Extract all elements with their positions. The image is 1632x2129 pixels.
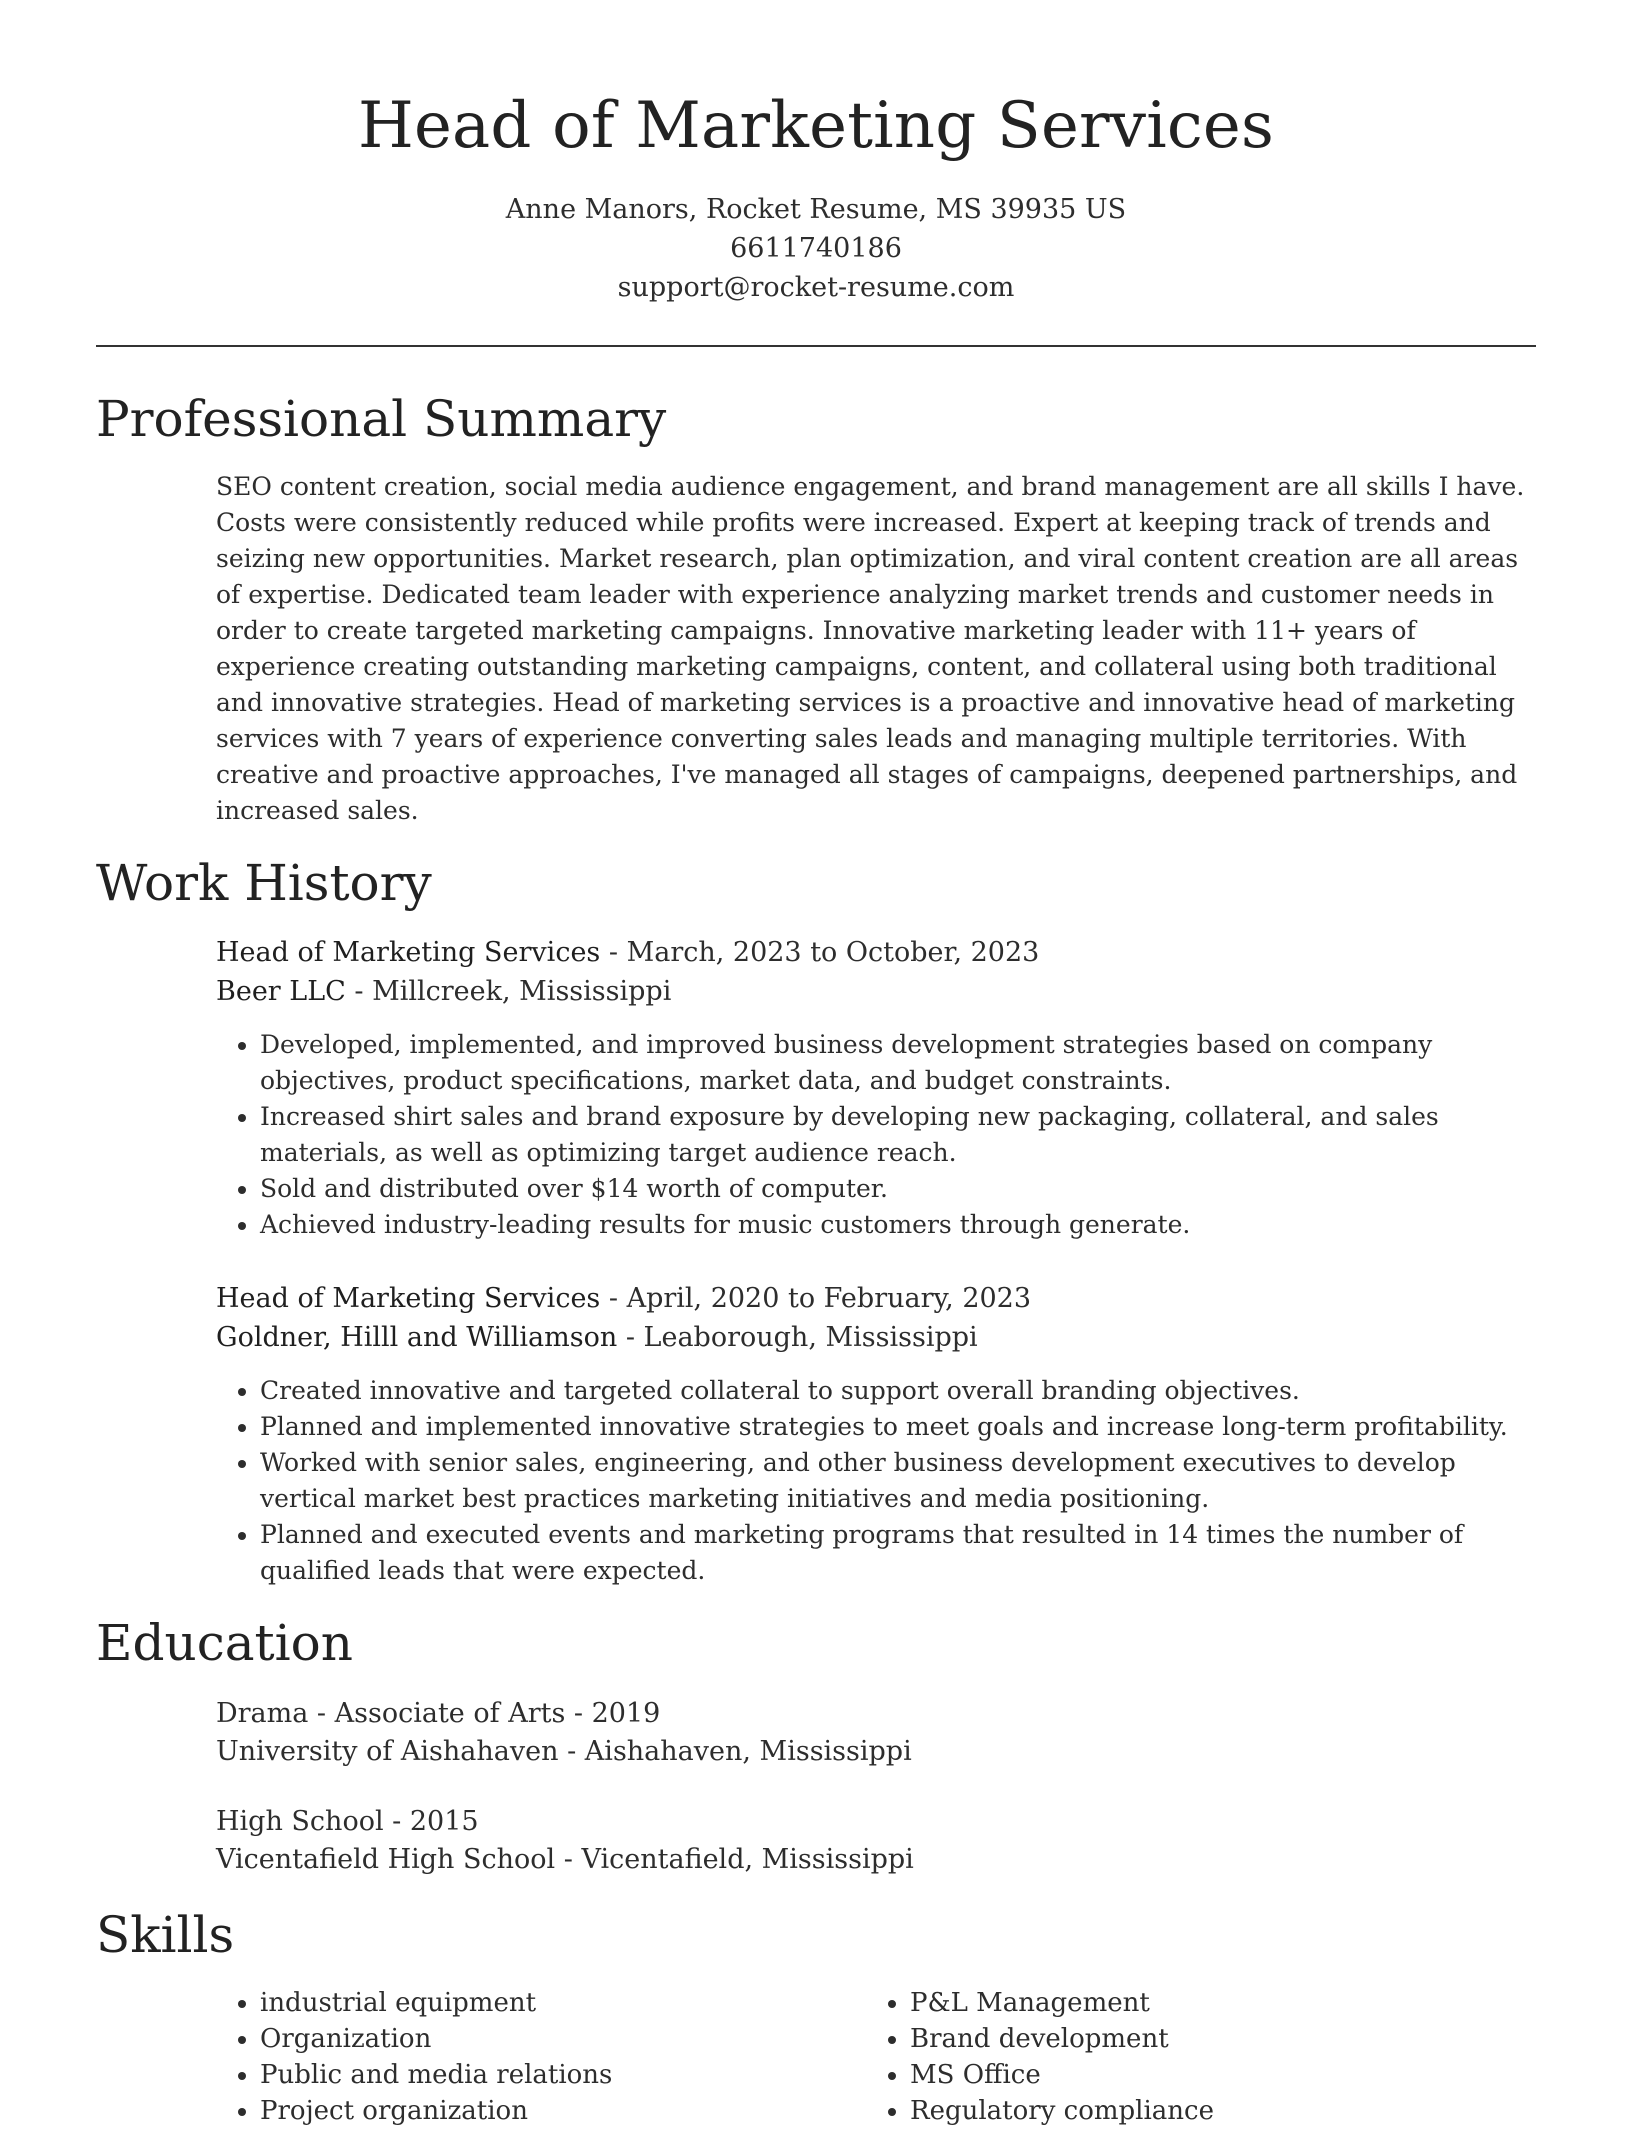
job-company: Beer LLC	[216, 976, 346, 1007]
skill-item: • Regulatory compliance	[910, 2093, 1516, 2129]
section-heading-summary: Professional Summary	[96, 390, 667, 448]
skill-item: • MS Office	[910, 2057, 1516, 2093]
job-title-line	[216, 933, 1536, 972]
skills-grid	[216, 1985, 1536, 2129]
education-degree: Drama - Associate of Arts	[216, 1698, 566, 1729]
education-location: - Aishahaven, Mississippi	[558, 1736, 912, 1767]
education-entry	[216, 1695, 1536, 1771]
skills-body	[216, 1985, 1536, 2129]
job-bullet: • Achieved industry-leading results for music customers through generate.	[260, 1207, 1536, 1243]
job-entry	[216, 1279, 1536, 1589]
contact-address: Anne Manors, Rocket Resume, MS 39935 US	[505, 194, 1127, 225]
job-location: - Millcreek, Mississippi	[345, 976, 672, 1007]
education-degree-line	[216, 1803, 1536, 1841]
job-bullet: • Developed, implemented, and improved business development strategies based on company objectives, product specifications, market data, and budget constraints.	[260, 1027, 1536, 1099]
skills-list	[216, 1985, 866, 2129]
job-entry	[216, 933, 1536, 1243]
section-heading-education: Education	[96, 1614, 353, 1672]
header-divider	[96, 345, 1536, 347]
job-bullet: • Created innovative and targeted collateral to support overall branding objectives.	[260, 1373, 1536, 1409]
job-company-line	[216, 1318, 1536, 1357]
skill-item: • P&L Management	[910, 1985, 1516, 2021]
job-location: - Leaborough, Mississippi	[617, 1322, 978, 1353]
skill-item: • Brand development	[910, 2021, 1516, 2057]
education-entry	[216, 1803, 1536, 1879]
work-body	[216, 933, 1536, 1589]
education-year: - 2019	[565, 1698, 661, 1729]
job-bullet: • Planned and executed events and marketing programs that resulted in 14 times the number of qualified leads that were expected.	[260, 1517, 1536, 1589]
job-bullets	[216, 1373, 1536, 1589]
resume-title: Head of Marketing Services	[357, 89, 1275, 163]
resume-header	[96, 0, 1536, 307]
education-year: - 2015	[383, 1806, 479, 1837]
education-school: Vicentafield High School	[216, 1844, 556, 1875]
skills-list	[866, 1985, 1516, 2129]
education-school-line	[216, 1841, 1536, 1879]
skills-column-right	[866, 1985, 1516, 2129]
education-degree: High School	[216, 1806, 384, 1837]
skill-item: • Project organization	[260, 2093, 866, 2129]
job-company-line	[216, 972, 1536, 1011]
contact-block	[96, 190, 1536, 307]
skill-item: • Public and media relations	[260, 2057, 866, 2093]
job-dates: - March, 2023 to October, 2023	[600, 937, 1040, 968]
education-body	[216, 1695, 1536, 1879]
job-dates: - April, 2020 to February, 2023	[600, 1283, 1032, 1314]
job-title: Head of Marketing Services	[216, 937, 601, 968]
education-school: University of Aishahaven	[216, 1736, 559, 1767]
section-work-history	[96, 851, 1536, 1589]
job-title-line	[216, 1279, 1536, 1318]
summary-text: SEO content creation, social media audience engagement, and brand management are all skills I have. Costs were consistently reduced while profits were increased. Expert at keeping track of trends and seizing new opportunities. Market research, plan optimization, and viral content creation are all areas of expertise. Dedicated team leader with experience analyzing market trends and customer needs in order to create targeted marketing campaigns. Innovative marketing leader with 11+ years of experience creating outstanding marketing campaigns, content, and collateral using both traditional and innovative strategies. Head of marketing services is a proactive and innovative head of marketing services with 7 years of experience converting sales leads and managing multiple territories. With creative and proactive approaches, I've managed all stages of campaigns, deepened partnerships, and increased sales.	[216, 472, 1525, 825]
skill-item: • Organization	[260, 2021, 866, 2057]
section-heading-work: Work History	[96, 854, 432, 912]
contact-email: support@rocket-resume.com	[617, 272, 1015, 303]
job-bullet: • Increased shirt sales and brand exposure by developing new packaging, collateral, and sales materials, as well as optimizing target audience reach.	[260, 1099, 1536, 1171]
resume-page	[96, 0, 1536, 2129]
section-heading-skills: Skills	[96, 1906, 235, 1964]
education-degree-line	[216, 1695, 1536, 1733]
section-education	[96, 1611, 1536, 1879]
job-bullet: • Worked with senior sales, engineering, and other business development executives to develop vertical market best practices marketing initiatives and media positioning.	[260, 1445, 1536, 1517]
contact-phone: 6611740186	[730, 233, 902, 264]
job-bullet: • Planned and implemented innovative strategies to meet goals and increase long-term profitability.	[260, 1409, 1536, 1445]
job-company: Goldner, Hilll and Williamson	[216, 1322, 618, 1353]
job-bullets	[216, 1027, 1536, 1243]
education-school-line	[216, 1733, 1536, 1771]
section-skills	[96, 1903, 1536, 2129]
job-bullet: • Sold and distributed over $14 worth of computer.	[260, 1171, 1536, 1207]
skill-item: • industrial equipment	[260, 1985, 866, 2021]
skills-column-left	[216, 1985, 866, 2129]
job-title: Head of Marketing Services	[216, 1283, 601, 1314]
section-professional-summary	[96, 387, 1536, 829]
education-location: - Vicentafield, Mississippi	[555, 1844, 914, 1875]
